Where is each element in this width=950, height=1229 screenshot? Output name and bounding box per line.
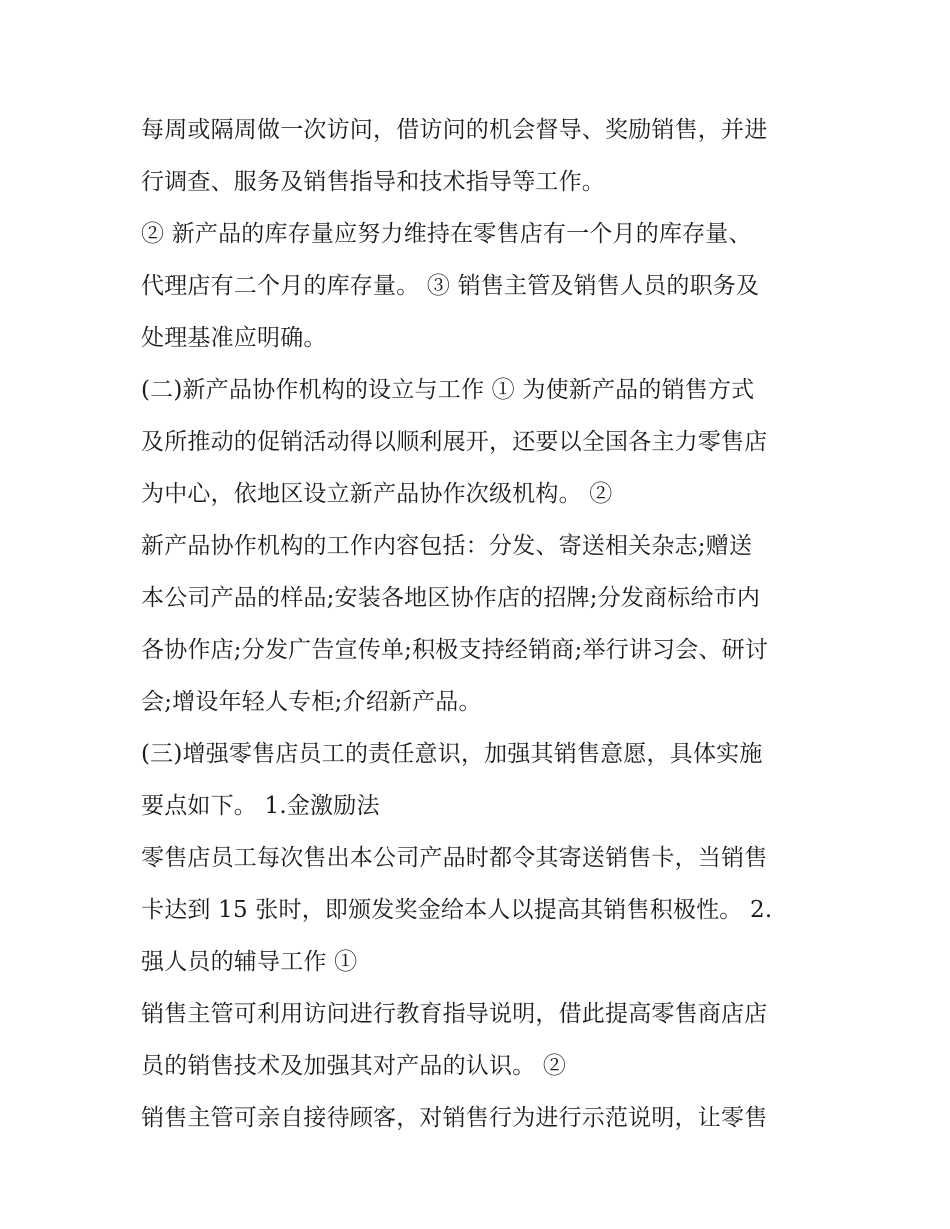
text-line: 行调查、服务及销售指导和技术指导等工作。	[141, 169, 605, 195]
text-line: 新产品协作机构的工作内容包括：分发、寄送相关杂志;赠送	[141, 533, 753, 559]
text-line: 为中心，依地区设立新产品协作次级机构。 ②	[141, 481, 613, 507]
text-line: 强人员的辅导工作 ①	[141, 949, 358, 975]
text-line: 零售店员工每次售出本公司产品时都令其寄送销售卡，当销售	[141, 845, 768, 871]
text-line: 会;增设年轻人专柜;介绍新产品。	[141, 689, 482, 715]
text-line: 员的销售技术及加强其对产品的认识。 ②	[141, 1053, 567, 1079]
text-line: 各协作店;分发广告宣传单;积极支持经销商;举行讲习会、研讨	[141, 637, 769, 663]
text-line: (三)增强零售店员工的责任意识，加强其销售意愿，具体实施	[141, 741, 763, 767]
text-line: 销售主管可亲自接待顾客，对销售行为进行示范说明，让零售	[141, 1105, 768, 1131]
text-line: ② 新产品的库存量应努力维持在零售店有一个月的库存量、	[141, 221, 752, 247]
text-line: 及所推动的促销活动得以顺利展开，还要以全国各主力零售店	[141, 429, 768, 455]
body-text	[141, 104, 821, 1144]
text-line: 销售主管可利用访问进行教育指导说明，借此提高零售商店店	[141, 1001, 768, 1027]
text-line: 本公司产品的样品;安装各地区协作店的招牌;分发商标给市内	[141, 585, 761, 611]
text-line: 处理基准应明确。	[141, 325, 327, 351]
text-line: 代理店有二个月的库存量。 ③ 销售主管及销售人员的职务及	[141, 273, 760, 299]
text-line: 卡达到 15 张时，即颁发奖金给本人以提高其销售积极性。 2.	[141, 897, 773, 923]
text-line: (二)新产品协作机构的设立与工作 ① 为使新产品的销售方式	[141, 377, 755, 403]
text-line: 每周或隔周做一次访问，借访问的机会督导、奖励销售，并进	[141, 117, 768, 143]
text-line: 要点如下。 1.金激励法	[141, 793, 380, 819]
